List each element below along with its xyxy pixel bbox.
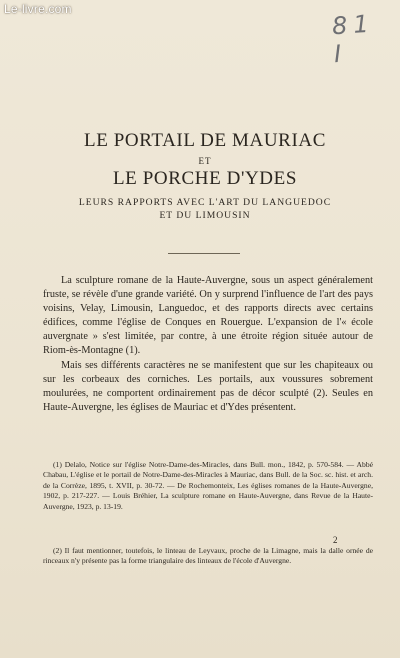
footnote-1: (1) Delalo, Notice sur l'église Notre-Dame-des-Miracles, dans Bull. mon., 1842, p. 570-584. — Abbé Chabau, L'église et le portail de Notre-Dame-des-Miracles à Mauriac, dans Bull. de la Soc. sc. hist. et arch. de la Corrèze, 1895, t. XVII, p. 30-72. — De Rochemonteix, Les églises romanes de la Haute-Auvergne, 1902, p. 217-227. — Louis Bréhier, La sculpture romane en Haute-Auvergne, dans Revue de la Haute-Auvergne, 1923, p. 13-19. — [43, 460, 373, 511]
title-divider — [168, 253, 240, 254]
subtitle-line-2: ET DU LIMOUSIN — [159, 210, 251, 221]
title-line-2: LE PORCHE D'YDES — [112, 168, 298, 189]
footnotes — [43, 460, 373, 512]
footnote-2: (2) Il faut mentionner, toutefois, le linteau de Leyvaux, proche de la Limagne, mais la dalle ornée de rinceaux n'y présente pas la forme triangulaire des linteaux de l'école d'Auvergne. — [43, 546, 373, 566]
footnotes-continued — [43, 546, 373, 567]
main-text — [43, 274, 373, 415]
page-number: 2 — [333, 535, 338, 545]
site-watermark: Le-livre.com — [4, 2, 72, 16]
handwritten-annotation: 81 I — [331, 9, 376, 69]
title-conjunction: ET — [198, 156, 212, 166]
paragraph-1: La sculpture romane de la Haute-Auvergne, sous un aspect généralement fruste, se révèle d'une grande variété. On y surprend l'influence de l'art des pays voisins, Velay, Limousin, Languedoc, et des rapports directs avec certains édifices, comme l'église de Conques en Rouergue. L'expansion de l'« école auvergnate » s'est limitée, par contre, à une étroite région située autour de Riom-ès-Montagne (1). — [43, 275, 373, 357]
subtitle-line-1: LEURS RAPPORTS AVEC L'ART DU LANGUEDOC — [78, 197, 332, 208]
paragraph-2: Mais ses différents caractères ne se manifestent que sur les chapiteaux ou sur les corbeaux des corniches. Les portails, aux voussures sobrement moulurées, ne comportent ordinairement pas de décor sculpté (2). Seules en Haute-Auvergne, les églises de Mauriac et d'Ydes présentent. — [43, 359, 373, 413]
title-block — [40, 130, 370, 222]
title-line-1: LE PORTAIL DE MAURIAC — [84, 130, 326, 151]
